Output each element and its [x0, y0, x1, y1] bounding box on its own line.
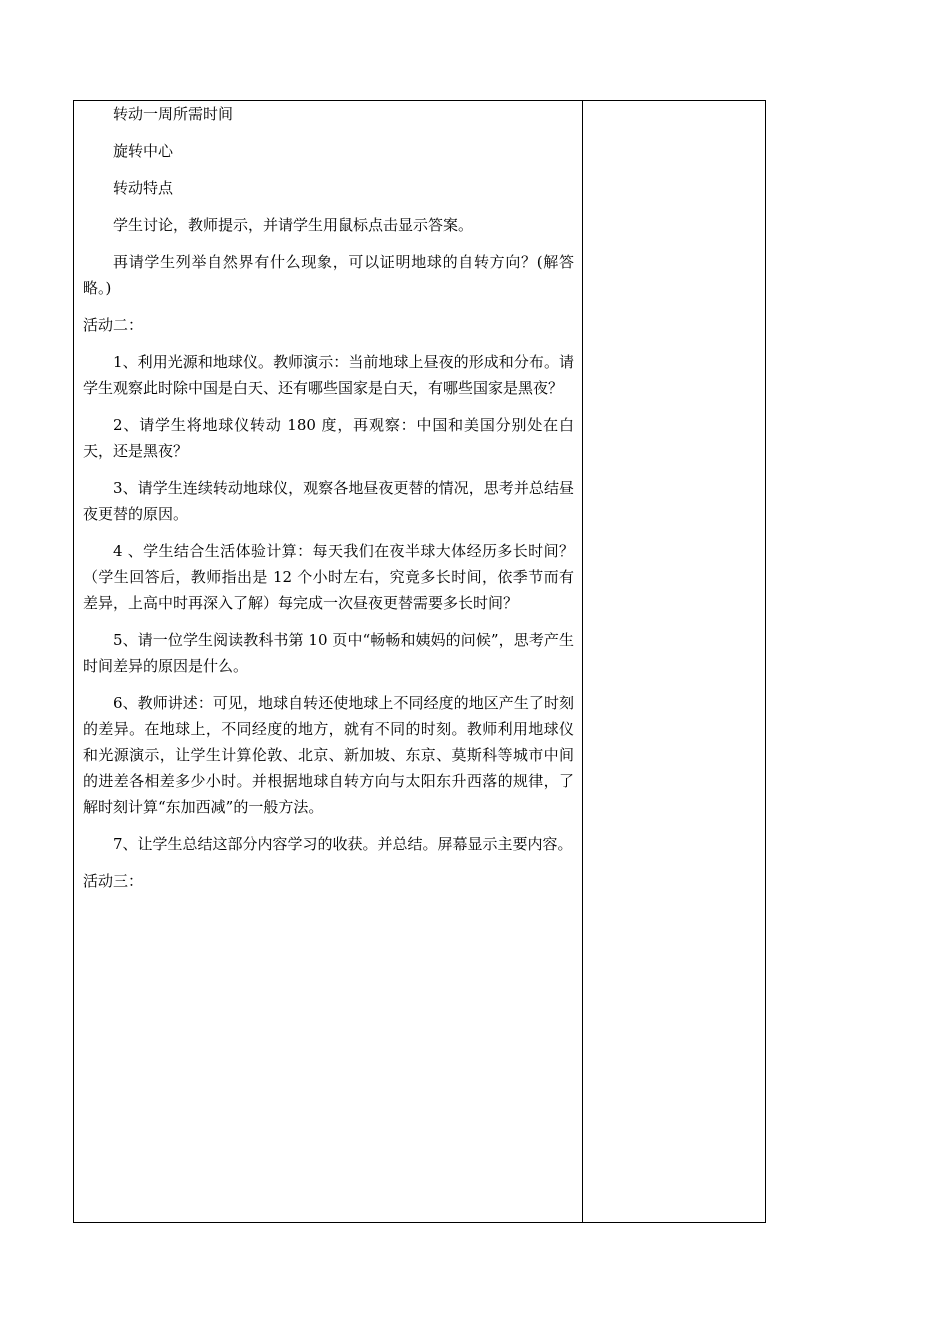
paragraph: 4 、学生结合生活体验计算：每天我们在夜半球大体经历多长时间？（学生回答后，教师指出是 12 个小时左右，究竟多长时间，依季节而有差异，上高中时再深入了解）每完成一次昼夜更替需要多长时间？	[83, 542, 574, 612]
paragraph: 6、教师讲述：可见，地球自转还使地球上不同经度的地区产生了时刻的差异。在地球上，不同经度的地方，就有不同的时刻。教师利用地球仪和光源演示，让学生计算伦敦、北京、新加坡、东京、莫斯科等城市中间的进差各相差多少小时。并根据地球自转方向与太阳东升西落的规律，了解时刻计算“东加西减”的一般方法。	[83, 694, 574, 816]
paragraph: 学生讨论，教师提示，并请学生用鼠标点击显示答案。	[113, 216, 474, 234]
content-cell	[74, 101, 583, 1222]
section-heading: 活动三：	[83, 872, 144, 890]
paragraph: 再请学生列举自然界有什么现象，可以证明地球的自转方向？(解答略。)	[83, 253, 574, 297]
paragraph: 7、让学生总结这部分内容学习的收获。并总结。屏幕显示主要内容。	[113, 835, 573, 853]
notes-cell	[583, 101, 765, 1222]
paragraph: 旋转中心	[113, 142, 174, 160]
paragraph: 转动特点	[113, 179, 174, 197]
section-heading: 活动二：	[83, 316, 144, 334]
paragraph: 转动一周所需时间	[113, 105, 234, 123]
paragraph: 3、请学生连续转动地球仪，观察各地昼夜更替的情况，思考并总结昼夜更替的原因。	[83, 479, 574, 523]
lesson-table	[73, 100, 766, 1223]
paragraph: 2、请学生将地球仪转动 180 度，再观察：中国和美国分别处在白天，还是黑夜？	[83, 416, 574, 460]
paragraph: 5、请一位学生阅读教科书第 10 页中“畅畅和姨妈的问候”，思考产生时间差异的原因是什么。	[83, 631, 574, 675]
paragraph: 1、利用光源和地球仪。教师演示：当前地球上昼夜的形成和分布。请学生观察此时除中国是白天、还有哪些国家是白天，有哪些国家是黑夜？	[83, 353, 574, 397]
paragraph-list	[83, 101, 574, 894]
